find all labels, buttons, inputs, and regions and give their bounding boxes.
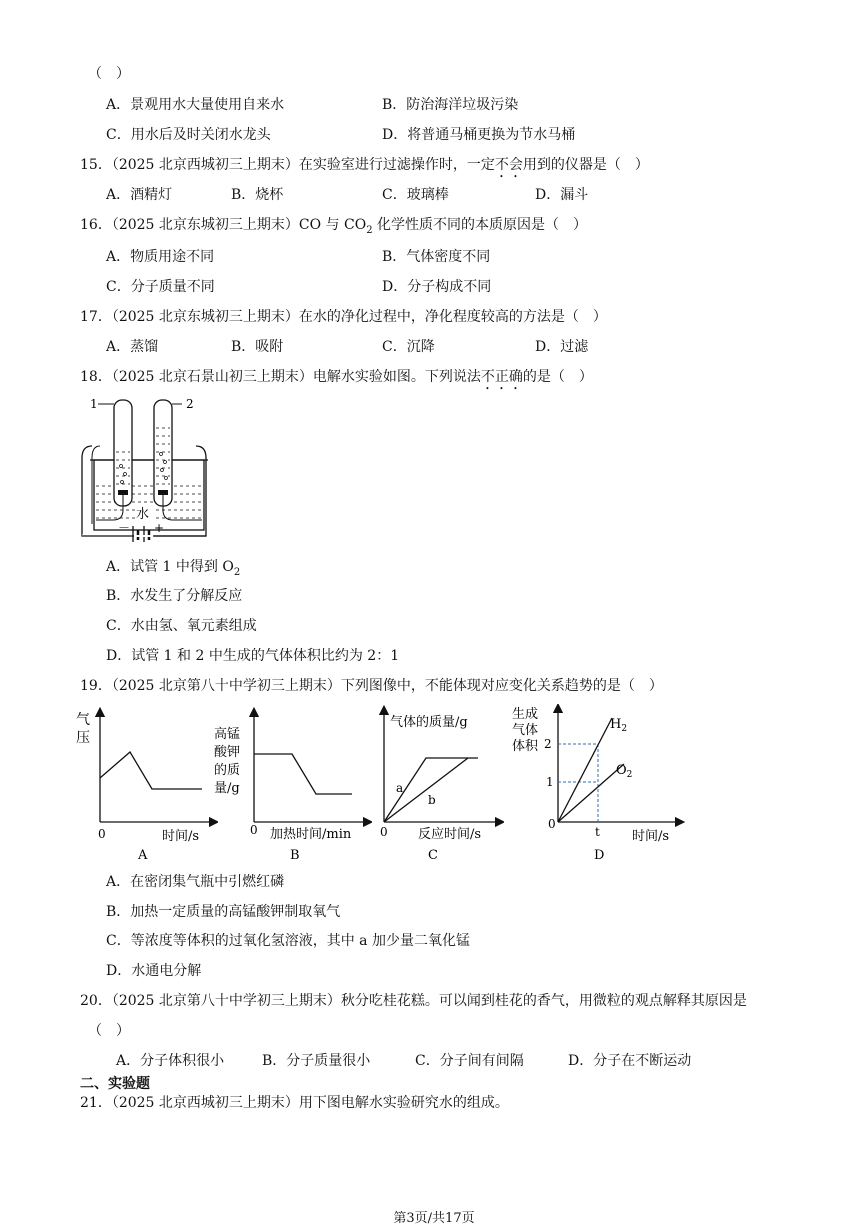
q17-option-a: A．蒸馏 — [106, 339, 159, 355]
graph-a-tag: A — [138, 848, 148, 863]
q19-option-b: B．加热一定质量的高锰酸钾制取氧气 — [106, 904, 341, 920]
q17-option-c: C．沉降 — [382, 339, 435, 355]
q15-emphasis: 不会 — [494, 157, 523, 173]
svg-text:气体: 气体 — [512, 723, 539, 738]
q14-option-d: D．将普通马桶更换为节水马桶 — [382, 127, 576, 143]
graph-d — [510, 704, 686, 864]
svg-text:反应时间/s: 反应时间/s — [418, 827, 482, 842]
q15-option-a: A．酒精灯 — [106, 187, 173, 203]
graph-b-tag: B — [290, 848, 300, 863]
q17-option-b: B．吸附 — [231, 339, 284, 355]
q18-option-d: D．试管 1 和 2 中生成的气体体积比约为 2：1 — [106, 648, 400, 664]
svg-text:体积: 体积 — [512, 739, 539, 754]
tube-1-label: 1 — [90, 397, 98, 411]
q19-option-a: A．在密闭集气瓶中引燃红磷 — [106, 874, 285, 890]
q15-option-d: D．漏斗 — [535, 187, 589, 203]
svg-text:生成: 生成 — [512, 707, 539, 722]
tube-2-label: 2 — [186, 397, 194, 411]
battery-minus-label: － — [118, 521, 131, 535]
h2-label: $H_2$ — [610, 717, 628, 734]
svg-text:加热时间/min: 加热时间/min — [270, 827, 352, 842]
svg-text:时间/s: 时间/s — [632, 829, 670, 844]
svg-text:0: 0 — [250, 823, 258, 837]
svg-text:2: 2 — [544, 737, 552, 751]
q18-option-b: B．水发生了分解反应 — [106, 588, 243, 604]
svg-text:量/g: 量/g — [214, 781, 240, 796]
graph-a — [72, 704, 218, 864]
q15-option-b: B．烧杯 — [231, 187, 284, 203]
q14-option-a: A．景观用水大量使用自来水 — [106, 97, 285, 113]
q18-emphasis: 不正确 — [480, 369, 523, 385]
q20-option-a: A．分子体积很小 — [116, 1053, 225, 1069]
svg-text:t: t — [595, 825, 600, 839]
o2-label: $O_2$ — [616, 763, 633, 780]
svg-text:0: 0 — [98, 827, 106, 841]
q19-option-c: C．等浓度等体积的过氧化氢溶液，其中 a 加少量二氧化锰 — [106, 933, 470, 949]
svg-text:压: 压 — [76, 730, 90, 746]
q20-option-d: D．分子在不断运动 — [568, 1053, 692, 1069]
section-heading: 二、实验题 — [80, 1076, 150, 1092]
svg-text:0: 0 — [380, 825, 388, 839]
svg-text:气: 气 — [76, 712, 90, 728]
q16-option-d: D．分子构成不同 — [382, 279, 492, 295]
water-label: 水 — [136, 507, 150, 522]
q16-option-c: C．分子质量不同 — [106, 279, 215, 295]
graph-c-tag: C — [428, 848, 438, 863]
q18-option-a: A．试管 1 中得到 $O_2$ — [106, 559, 241, 578]
svg-text:的质: 的质 — [214, 763, 241, 778]
svg-text:酸钾: 酸钾 — [214, 745, 241, 760]
q17-stem: 17．（2025 北京东城初三上期末）在水的净化过程中，净化程度较高的方法是（ ） — [80, 309, 607, 325]
svg-text:气体的质量/g: 气体的质量/g — [390, 715, 468, 730]
q20-stem: 20．（2025 北京第八十中学初三上期末）秋分吃桂花糕。可以闻到桂花的香气，用微粒的观点解释其原因是 — [80, 993, 747, 1009]
q14-option-c: C．用水后及时关闭水龙头 — [106, 127, 271, 143]
page-number: 第3页/共17页 — [393, 1211, 475, 1226]
svg-text:时间/s: 时间/s — [162, 829, 200, 844]
q16-stem: 16．（2025 北京东城初三上期末）CO 与 $CO_2$ 化学性质不同的本质原因是（ ） — [80, 217, 588, 236]
svg-text:1: 1 — [546, 775, 554, 789]
q18-stem: 18．（2025 北京石景山初三上期末）电解水实验如图。下列说法不正确的是（ ） — [80, 369, 593, 385]
q15-stem: 15．（2025 北京西城初三上期末）在实验室进行过滤操作时，一定不会用到的仪器是（ ） — [80, 157, 649, 173]
q16-option-a: A．物质用途不同 — [106, 249, 215, 265]
battery-plus-label: + — [154, 521, 165, 535]
svg-text:b: b — [428, 793, 436, 807]
q14-option-b: B．防治海洋垃圾污染 — [382, 97, 519, 113]
svg-text:高锰: 高锰 — [214, 727, 241, 742]
electrolysis-apparatus-figure — [78, 394, 218, 542]
q19-option-d: D．水通电分解 — [106, 963, 202, 979]
q14-bracket: （ ） — [88, 66, 130, 82]
svg-text:0: 0 — [548, 817, 556, 831]
q20-option-b: B．分子质量很小 — [262, 1053, 371, 1069]
q16-option-b: B．气体密度不同 — [382, 249, 491, 265]
q15-option-c: C．玻璃棒 — [382, 187, 449, 203]
q21-stem: 21．（2025 北京西城初三上期末）用下图电解水实验研究水的组成。 — [80, 1095, 509, 1111]
q18-option-c: C．水由氢、氧元素组成 — [106, 618, 257, 634]
q19-stem: 19．（2025 北京第八十中学初三上期末）下列图像中，不能体现对应变化关系趋势的是（ ） — [80, 678, 663, 694]
graph-c — [372, 704, 504, 864]
q17-option-d: D．过滤 — [535, 339, 589, 355]
q20-option-c: C．分子间有间隔 — [415, 1053, 524, 1069]
q20-bracket: （ ） — [88, 1023, 130, 1039]
graph-d-tag: D — [594, 848, 605, 863]
svg-text:a: a — [396, 781, 404, 795]
graph-b — [212, 704, 372, 864]
